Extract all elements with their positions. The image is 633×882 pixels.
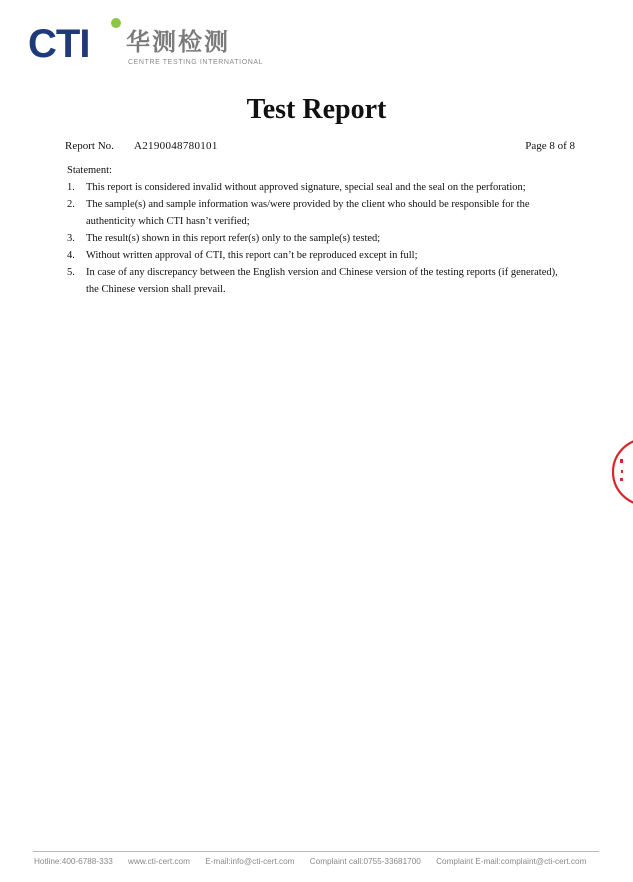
footer-email: E-mail:info@cti-cert.com	[205, 857, 295, 866]
logo-chinese-name: 华测检测	[126, 28, 230, 56]
statement-heading: Statement:	[67, 165, 112, 176]
statement-item	[67, 247, 567, 264]
statement-item-text: This report is considered invalid without approved signature, special seal and the seal on the perforation;	[86, 182, 526, 193]
statement-item	[67, 230, 567, 247]
footer	[34, 856, 604, 867]
report-meta	[65, 139, 575, 153]
footer-website: www.cti-cert.com	[128, 857, 190, 866]
logo-english-name: CENTRE TESTING INTERNATIONAL	[128, 59, 264, 66]
statement-item	[67, 196, 567, 230]
statement-section	[67, 162, 567, 298]
logo-dot-icon	[111, 18, 121, 28]
page-number: Page 8 of 8	[525, 140, 575, 152]
logo-wordmark: CTI	[28, 22, 90, 66]
statement-item-number: 5.	[67, 267, 75, 278]
company-logo	[28, 18, 264, 70]
perforation-seal-icon	[612, 436, 633, 508]
statement-item-number: 3.	[67, 233, 75, 244]
statement-item-text: In case of any discrepancy between the English version and Chinese version of the testing reports (if generated), the Chinese version shall prevail.	[86, 267, 558, 295]
statement-item-number: 4.	[67, 250, 75, 261]
statement-item-text: The sample(s) and sample information was/were provided by the client who should be responsible for the authenticity which CTI hasn’t verified;	[86, 199, 530, 227]
statement-item	[67, 264, 567, 298]
statement-item-number: 2.	[67, 199, 75, 210]
footer-complaint-email: Complaint E-mail:complaint@cti-cert.com	[436, 857, 587, 866]
statement-item-text: Without written approval of CTI, this report can’t be reproduced except in full;	[86, 250, 418, 261]
page-title: Test Report	[246, 94, 387, 125]
footer-hotline: Hotline:400-6788-333	[34, 857, 113, 866]
statement-item-number: 1.	[67, 182, 75, 193]
statement-item-text: The result(s) shown in this report refer(s) only to the sample(s) tested;	[86, 233, 381, 244]
footer-divider	[33, 851, 599, 852]
report-no-label: Report No.	[65, 140, 114, 152]
report-no-value: A2190048780101	[134, 140, 218, 152]
footer-complaint-call: Complaint call:0755-33681700	[309, 857, 421, 866]
statement-item	[67, 179, 567, 196]
statement-list	[67, 179, 567, 298]
